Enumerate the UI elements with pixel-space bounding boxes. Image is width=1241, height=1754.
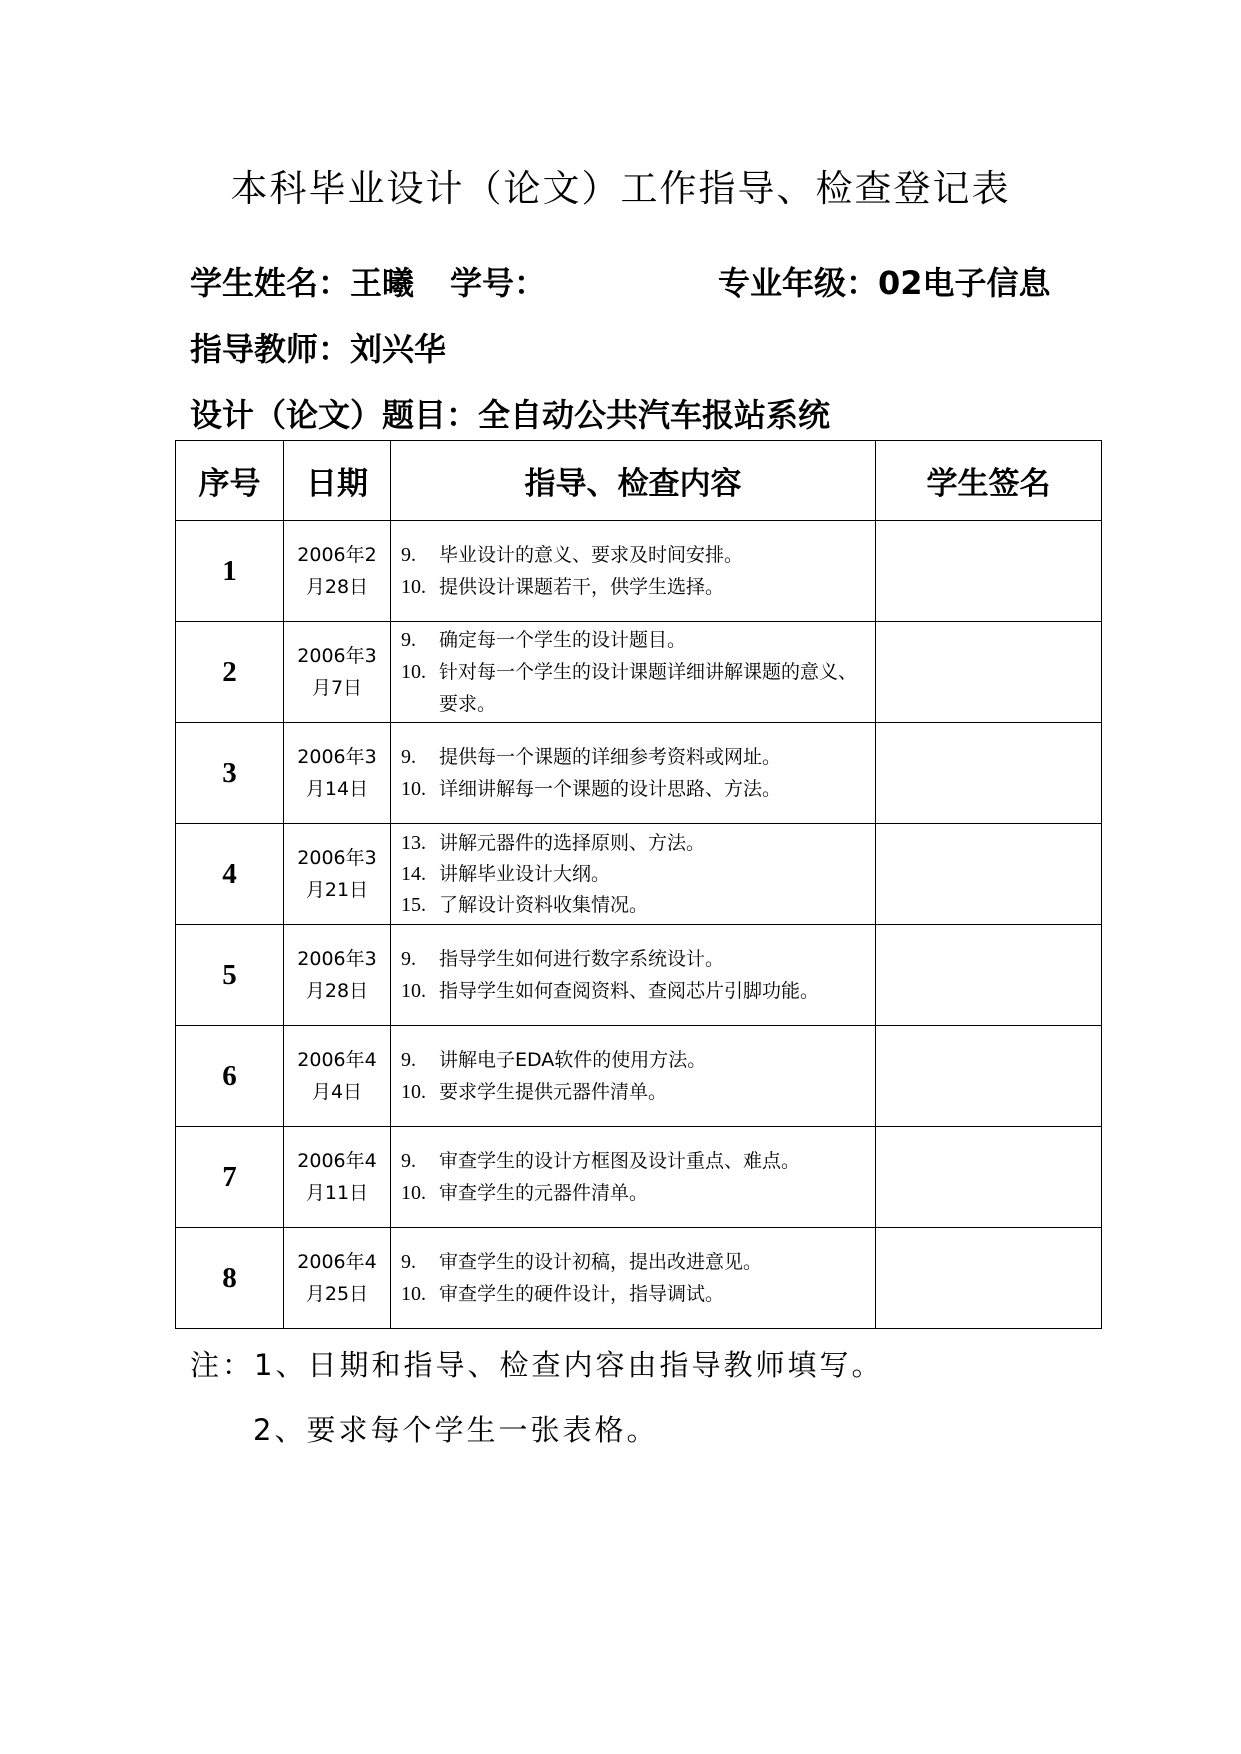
header-signature: 学生签名 [876, 441, 1102, 521]
row-date [284, 1127, 391, 1228]
list-item [401, 975, 875, 1007]
item-number: 10. [401, 778, 426, 800]
item-number: 10. [401, 1283, 426, 1305]
item-number: 14. [401, 862, 426, 885]
student-info-line [190, 258, 546, 304]
row-seq: 5 [176, 925, 284, 1026]
guidance-record-table [175, 440, 1102, 1329]
row-content [391, 1127, 876, 1228]
row-content [391, 925, 876, 1026]
row-date-line1: 2006年3 [297, 645, 377, 667]
advisor-name: 刘兴华 [350, 330, 447, 368]
row-seq: 4 [176, 824, 284, 925]
item-text: 指导学生如何进行数字系统设计。 [439, 948, 725, 970]
item-text: 审查学生的设计方框图及设计重点、难点。 [439, 1150, 801, 1172]
row-content [391, 824, 876, 925]
signature-cell[interactable] [876, 1026, 1102, 1127]
row-seq: 2 [176, 622, 284, 723]
signature-cell[interactable] [876, 824, 1102, 925]
table-row [176, 1026, 1102, 1127]
row-date-line1: 2006年3 [297, 746, 377, 768]
item-number: 9. [401, 544, 416, 566]
row-date-line2: 月21日 [305, 879, 369, 901]
row-date [284, 723, 391, 824]
table-header-row [176, 441, 1102, 521]
list-item [401, 1177, 875, 1209]
item-text: 了解设计资料收集情况。 [439, 893, 649, 916]
item-number: 9. [401, 1251, 416, 1273]
item-text: 讲解毕业设计大纲。 [439, 862, 611, 885]
item-text: 要求学生提供元器件清单。 [439, 1081, 668, 1103]
table-row [176, 622, 1102, 723]
item-number: 15. [401, 893, 426, 916]
item-number: 10. [401, 576, 426, 598]
list-item [401, 571, 875, 603]
major-label: 专业年级： [718, 264, 879, 302]
list-item [401, 1246, 875, 1278]
note-line-1: 注：1、日期和指导、检查内容由指导教师填写。 [190, 1348, 884, 1382]
row-date [284, 1026, 391, 1127]
advisor-label: 指导教师： [190, 330, 351, 368]
list-item [401, 656, 875, 720]
item-number: 9. [401, 1150, 416, 1172]
item-text: 毕业设计的意义、要求及时间安排。 [439, 544, 744, 566]
row-date-line2: 月4日 [311, 1081, 363, 1103]
item-number: 10. [401, 980, 426, 1002]
list-item [401, 1278, 875, 1310]
row-date-line1: 2006年4 [297, 1150, 377, 1172]
row-seq: 7 [176, 1127, 284, 1228]
row-content [391, 1026, 876, 1127]
item-text: 审查学生的设计初稿，提出改进意见。 [439, 1251, 763, 1273]
row-date [284, 521, 391, 622]
item-text: 针对每一个学生的设计课题详细讲解课题的意义、要求。 [439, 661, 858, 715]
row-date-line2: 月28日 [305, 576, 369, 598]
row-date [284, 925, 391, 1026]
row-date-line2: 月25日 [305, 1283, 369, 1305]
list-item [401, 1076, 875, 1108]
item-number: 9. [401, 948, 416, 970]
row-content [391, 1228, 876, 1329]
table-row [176, 521, 1102, 622]
note-line-2: 2、要求每个学生一张表格。 [253, 1413, 659, 1447]
item-text: 指导学生如何查阅资料、查阅芯片引脚功能。 [439, 980, 820, 1002]
list-item [401, 1145, 875, 1177]
table-row [176, 1228, 1102, 1329]
row-date-line1: 2006年2 [297, 544, 377, 566]
item-text: 讲解元器件的选择原则、方法。 [439, 831, 706, 854]
signature-cell[interactable] [876, 925, 1102, 1026]
major-value: 02电子信息 [878, 264, 1051, 302]
item-text: 详细讲解每一个课题的设计思路、方法。 [439, 778, 782, 800]
list-item [401, 859, 875, 890]
signature-cell[interactable] [876, 1228, 1102, 1329]
form-title: 本科毕业设计（论文）工作指导、检查登记表 [230, 167, 1011, 210]
list-item [401, 890, 875, 921]
item-number: 10. [401, 1081, 426, 1103]
row-date [284, 622, 391, 723]
item-number: 9. [401, 1049, 416, 1071]
list-item [401, 1044, 875, 1076]
item-text: 提供设计课题若干，供学生选择。 [439, 576, 725, 598]
table-row [176, 824, 1102, 925]
advisor-line [190, 324, 446, 370]
row-seq: 8 [176, 1228, 284, 1329]
table-row [176, 1127, 1102, 1228]
item-text: 讲解电子EDA软件的使用方法。 [439, 1049, 707, 1071]
header-date: 日期 [284, 441, 391, 521]
signature-cell[interactable] [876, 622, 1102, 723]
row-date [284, 824, 391, 925]
signature-cell[interactable] [876, 723, 1102, 824]
row-date-line1: 2006年4 [297, 1251, 377, 1273]
row-date-line1: 2006年4 [297, 1049, 377, 1071]
row-date [284, 1228, 391, 1329]
row-seq: 1 [176, 521, 284, 622]
signature-cell[interactable] [876, 521, 1102, 622]
item-number: 10. [401, 1182, 426, 1204]
list-item [401, 539, 875, 571]
signature-cell[interactable] [876, 1127, 1102, 1228]
list-item [401, 943, 875, 975]
row-content [391, 521, 876, 622]
item-text: 审查学生的元器件清单。 [439, 1182, 649, 1204]
row-date-line2: 月7日 [311, 677, 363, 699]
table-row [176, 723, 1102, 824]
row-content [391, 622, 876, 723]
row-seq: 3 [176, 723, 284, 824]
student-id-label: 学号： [450, 264, 547, 302]
topic-label: 设计（论文）题目： [190, 396, 479, 434]
item-number: 9. [401, 746, 416, 768]
student-name-label: 学生姓名： [190, 264, 351, 302]
row-date-line1: 2006年3 [297, 948, 377, 970]
student-name-value: 王曦 [350, 264, 415, 302]
item-text: 审查学生的硬件设计，指导调试。 [439, 1283, 725, 1305]
row-seq: 6 [176, 1026, 284, 1127]
item-number: 13. [401, 831, 426, 854]
row-date-line2: 月28日 [305, 980, 369, 1002]
row-content [391, 723, 876, 824]
header-content: 指导、检查内容 [391, 441, 876, 521]
item-number: 10. [401, 661, 426, 683]
major-info [718, 258, 1051, 304]
row-date-line2: 月14日 [305, 778, 369, 800]
item-text: 提供每一个课题的详细参考资料或网址。 [439, 746, 782, 768]
list-item [401, 624, 875, 656]
header-seq: 序号 [176, 441, 284, 521]
table-row [176, 925, 1102, 1026]
row-date-line2: 月11日 [305, 1182, 369, 1204]
row-date-line1: 2006年3 [297, 847, 377, 869]
topic-line [190, 390, 830, 436]
list-item [401, 773, 875, 805]
item-number: 9. [401, 629, 416, 651]
list-item [401, 741, 875, 773]
topic-value: 全自动公共汽车报站系统 [478, 396, 831, 434]
item-text: 确定每一个学生的设计题目。 [439, 629, 687, 651]
list-item [401, 828, 875, 859]
